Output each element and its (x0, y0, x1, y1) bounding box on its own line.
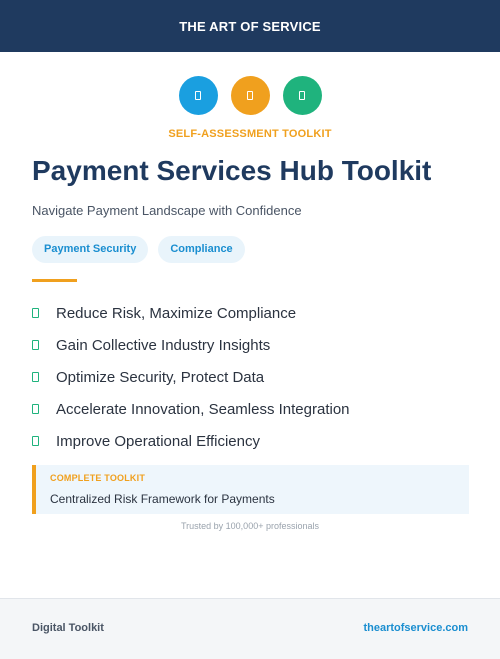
list-item (32, 329, 350, 361)
benefit-text: Improve Operational Efficiency (56, 432, 260, 450)
list-item (32, 393, 350, 425)
icon-row (0, 76, 500, 115)
check-icon (32, 436, 39, 446)
benefit-text: Gain Collective Industry Insights (56, 336, 271, 354)
page-subtitle: Navigate Payment Landscape with Confidence (32, 203, 302, 218)
kicker-label: SELF-ASSESSMENT TOOLKIT (168, 128, 332, 140)
page-title: Payment Services Hub Toolkit (32, 155, 432, 186)
tag-list (32, 236, 245, 263)
list-item (32, 297, 350, 329)
document-icon (179, 76, 218, 115)
footer (0, 598, 500, 659)
footer-label: Digital Toolkit (32, 622, 104, 634)
header-bar (0, 0, 500, 52)
document-icon (231, 76, 270, 115)
toolkit-callout (32, 465, 469, 514)
check-icon (32, 404, 39, 414)
callout-text: Centralized Risk Framework for Payments (50, 492, 275, 506)
document-icon (283, 76, 322, 115)
callout-label: COMPLETE TOOLKIT (50, 473, 146, 483)
benefit-text: Optimize Security, Protect Data (56, 368, 265, 386)
check-icon (32, 340, 39, 350)
trust-statement: Trusted by 100,000+ professionals (180, 521, 319, 531)
tag-payment-security: Payment Security (32, 236, 148, 263)
benefit-text: Reduce Risk, Maximize Compliance (56, 304, 297, 322)
tag-compliance: Compliance (158, 236, 244, 263)
footer-website-link[interactable]: theartofservice.com (363, 622, 468, 634)
brand-name: THE ART OF SERVICE (179, 18, 321, 34)
accent-divider (32, 279, 77, 282)
check-icon (32, 372, 39, 382)
list-item (32, 361, 350, 393)
list-item (32, 425, 350, 457)
check-icon (32, 308, 39, 318)
benefit-text: Accelerate Innovation, Seamless Integration (56, 400, 350, 418)
benefit-list (32, 297, 350, 457)
